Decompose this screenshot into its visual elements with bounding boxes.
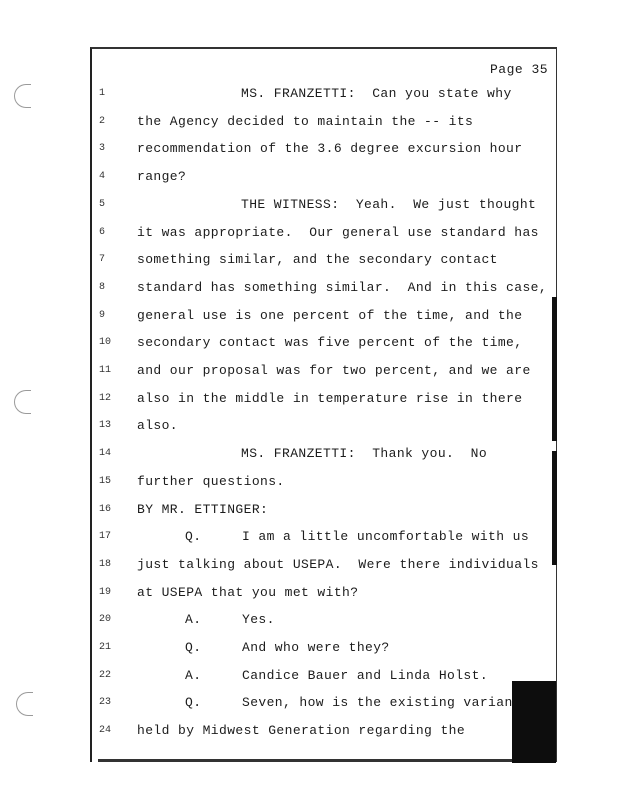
transcript-line-text: something similar, and the secondary contact [137,252,498,267]
line-number: 8 [99,282,106,293]
line-number: 22 [99,670,112,681]
line-number: 20 [99,614,112,625]
bottom-rule [98,759,526,762]
transcript-line-text: it was appropriate. Our general use standard has [137,225,539,240]
punch-hole-top [14,84,31,108]
line-number: 5 [99,199,106,210]
line-number: 7 [99,254,106,265]
transcript-qa-text: Yes. [242,612,275,627]
transcript-line-text: standard has something similar. And in this case, [137,280,548,295]
transcript-qa-text: I am a little uncomfortable with us [242,529,530,544]
transcript-line-text: BY MR. ETTINGER: [137,502,269,517]
line-number: 19 [99,587,112,598]
line-number: 13 [99,420,112,431]
right-margin-bar-lower [552,451,557,565]
line-number: 15 [99,476,112,487]
line-number: 11 [99,365,112,376]
transcript-line-text: A. [185,612,202,627]
transcript-line-text: secondary contact was five percent of the time, [137,335,523,350]
transcript-line-text: and our proposal was for two percent, and we are [137,363,531,378]
right-margin-bar-upper [552,297,557,441]
transcript-line-text: range? [137,169,187,184]
line-number: 18 [99,559,112,570]
transcript-line-text: THE WITNESS: Yeah. We just thought [241,197,537,212]
line-number: 10 [99,337,112,348]
redaction-block [512,681,556,763]
line-number: 17 [99,531,112,542]
transcript-line-text: at USEPA that you met with? [137,585,359,600]
line-number: 16 [99,504,112,515]
line-number: 9 [99,310,106,321]
line-number: 6 [99,227,106,238]
transcript-line-text: general use is one percent of the time, and the [137,308,523,323]
transcript-line-text: A. [185,668,202,683]
line-number: 4 [99,171,106,182]
transcript-line-text: MS. FRANZETTI: Thank you. No [241,446,488,461]
transcript-line-text: also. [137,418,179,433]
punch-hole-bottom [16,692,33,716]
transcript-line-text: Q. [185,695,202,710]
transcript-line-text: MS. FRANZETTI: Can you state why [241,86,512,101]
line-number: 14 [99,448,112,459]
line-number: 23 [99,697,112,708]
transcript-line-text: further questions. [137,474,285,489]
punch-hole-middle [14,390,31,414]
transcript-line-text: recommendation of the 3.6 degree excursion hour [137,141,523,156]
transcript-line-text: Q. [185,529,202,544]
line-number: 12 [99,393,112,404]
transcript-line-text: Q. [185,640,202,655]
page-number: Page 35 [490,62,549,77]
transcript-line-text: also in the middle in temperature rise in there [137,391,523,406]
line-number: 24 [99,725,112,736]
transcript-qa-text: Seven, how is the existing varian [242,695,513,710]
line-number: 1 [99,88,106,99]
transcript-line-text: held by Midwest Generation regarding the [137,723,466,738]
transcript-line-text: the Agency decided to maintain the -- its [137,114,474,129]
line-number: 2 [99,116,106,127]
transcript-qa-text: And who were they? [242,640,390,655]
transcript-qa-text: Candice Bauer and Linda Holst. [242,668,489,683]
transcript-line-text: just talking about USEPA. Were there individuals [137,557,539,572]
line-number: 3 [99,143,106,154]
line-number: 21 [99,642,112,653]
